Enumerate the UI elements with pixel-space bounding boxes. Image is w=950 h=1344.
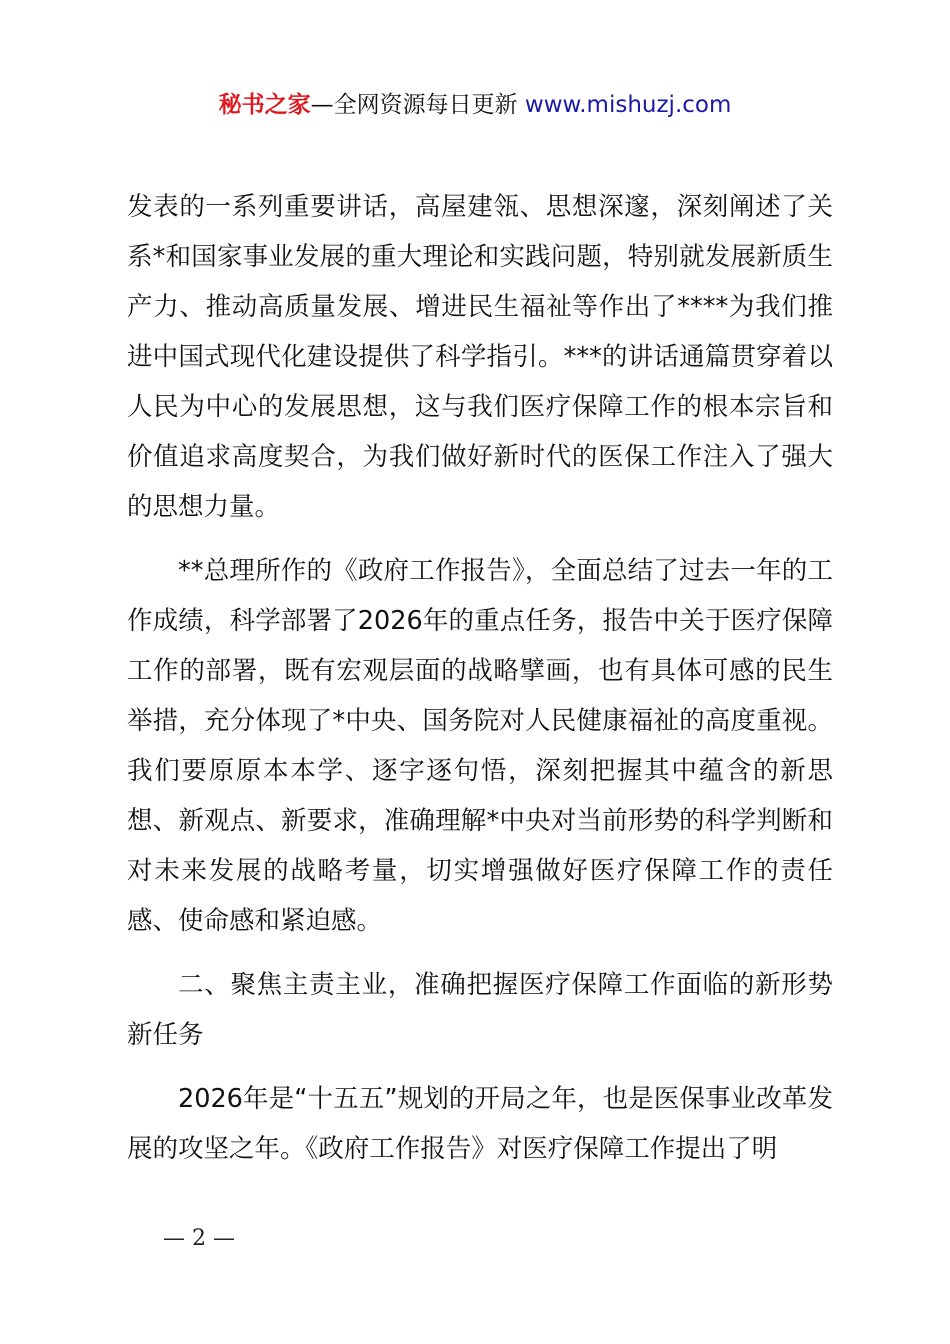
document-body (127, 182, 833, 1174)
body-paragraph: **总理所作的《政府工作报告》，全面总结了过去一年的工作成绩，科学部署了2026年的重点任务，报告中关于医疗保障工作的部署，既有宏观层面的战略擘画，也有具体可感的民生举措，充分体现了*中央、国务院对人民健康福祉的高度重视。我们要原原本本学、逐字逐句悟，深刻把握其中蕴含的新思想、新观点、新要求，准确理解*中央对当前形势的科学判断和对未来发展的战略考量，切实增强做好医疗保障工作的责任感、使命感和紧迫感。 (127, 556, 833, 936)
page-number: — 2 — (163, 1226, 235, 1251)
site-url-link[interactable]: www.mishuzj.com (524, 92, 732, 118)
site-brand: 秘书之家 (218, 92, 311, 118)
body-paragraph: 发表的一系列重要讲话，高屋建瓴、思想深邃，深刻阐述了关系*和国家事业发展的重大理论和实践问题，特别就发展新质生产力、推动高质量发展、增进民生福祉等作出了****为我们推进中国式现代化建设提供了科学指引。***的讲话通篇贯穿着以人民为中心的发展思想，这与我们医疗保障工作的根本宗旨和价值追求高度契合，为我们做好新时代的医保工作注入了强大的思想力量。 (127, 192, 833, 522)
section-heading: 二、聚焦主责主业，准确把握医疗保障工作面临的新形势新任务 (127, 970, 833, 1050)
site-header (0, 88, 950, 122)
body-paragraph: 2026年是“十五五”规划的开局之年，也是医保事业改革发展的攻坚之年。《政府工作报告》对医疗保障工作提出了明 (127, 1084, 833, 1164)
site-tagline: —全网资源每日更新 (310, 92, 525, 118)
